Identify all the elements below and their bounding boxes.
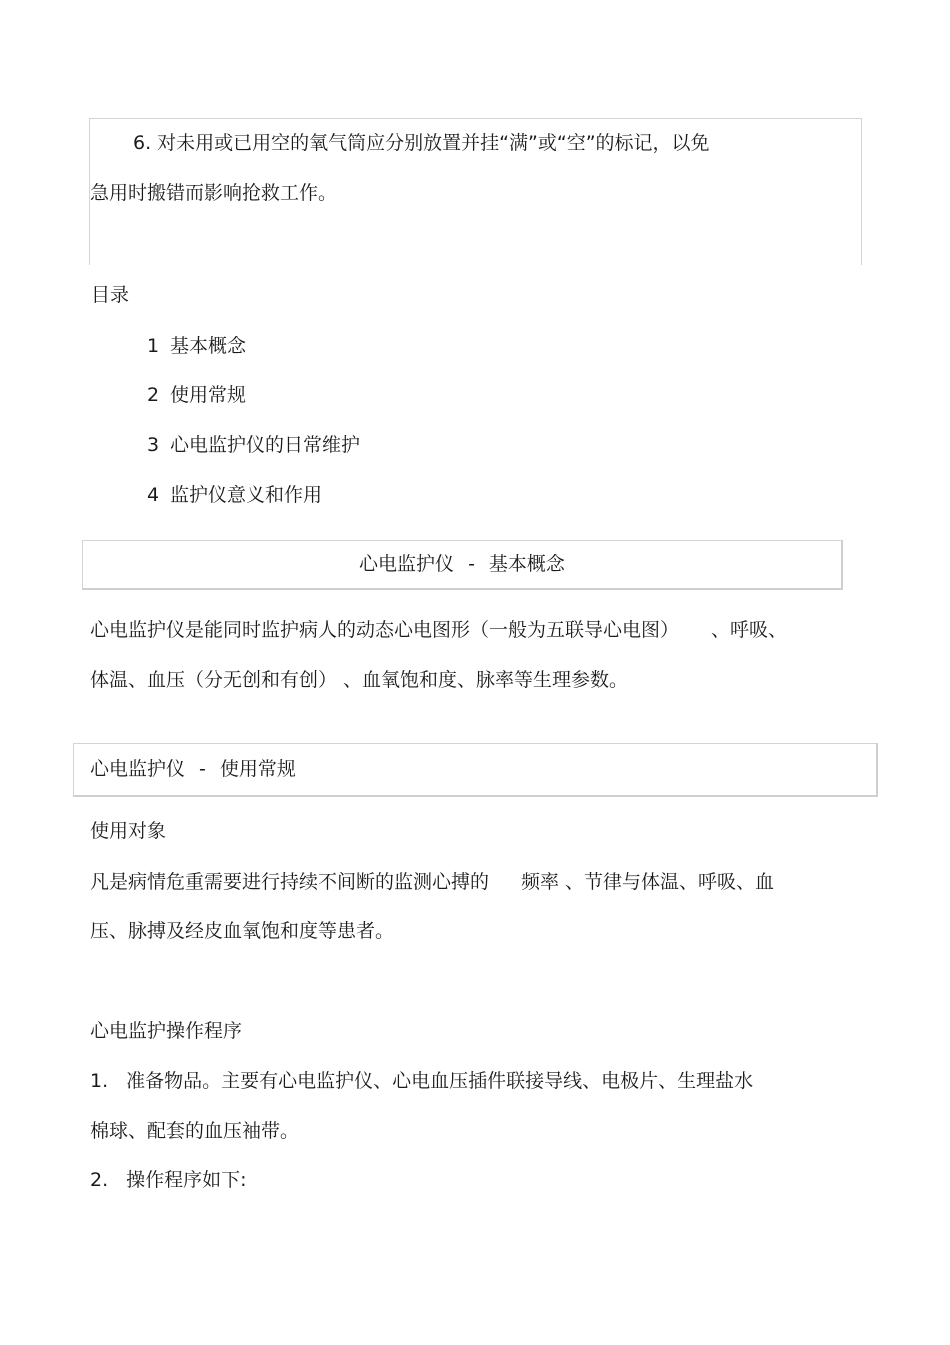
oxygen-note-line1: 6. 对未用或已用空的氧气筒应分别放置并挂“满”或“空”的标记，以免 xyxy=(133,132,710,154)
toc-item-label: 基本概念 xyxy=(170,335,247,357)
section-header-basic-concepts xyxy=(82,540,843,590)
oxygen-note-line2: 急用时搬错而影响抢救工作。 xyxy=(90,182,338,204)
target-text: 频率 、节律与体温、呼吸、血 xyxy=(521,871,775,893)
toc-title: 目录 xyxy=(91,284,130,306)
step2-line xyxy=(90,1165,247,1192)
step-number: 2. xyxy=(90,1169,109,1191)
toc-item-number: 1 xyxy=(147,335,160,357)
section-title-separator: - xyxy=(199,758,206,780)
section-title-left: 心电监护仪 xyxy=(90,758,186,780)
step-text: 准备物品。主要有心电监护仪、心电血压插件联接导线、电极片、生理盐水 xyxy=(126,1070,754,1092)
section-title-separator: - xyxy=(468,553,475,575)
toc-item-number: 2 xyxy=(147,384,160,406)
section-title-right: 基本概念 xyxy=(488,553,565,575)
toc-item-daily-maintenance[interactable] xyxy=(147,430,360,457)
definition-line2: 体温、血压（分无创和有创） 、血氧饱和度、脉率等生理参数。 xyxy=(90,669,629,691)
toc-item-label: 监护仪意义和作用 xyxy=(170,484,323,506)
section-title xyxy=(90,754,296,781)
section-header-usage-rules xyxy=(73,743,878,797)
definition-text: 、呼吸、 xyxy=(711,619,788,641)
subheading-procedure: 心电监护操作程序 xyxy=(90,1020,243,1042)
toc-item-label: 使用常规 xyxy=(170,384,247,406)
section-title-left: 心电监护仪 xyxy=(359,553,455,575)
target-text: 凡是病情危重需要进行持续不间断的监测心搏的 xyxy=(90,871,490,893)
target-line2: 压、脉搏及经皮血氧饱和度等患者。 xyxy=(90,920,395,942)
toc-item-number: 4 xyxy=(147,484,160,506)
step1-line2: 棉球、配套的血压袖带。 xyxy=(90,1120,300,1142)
toc-item-usage-rules[interactable] xyxy=(147,380,246,407)
section-title-right: 使用常规 xyxy=(219,758,296,780)
definition-line1 xyxy=(90,615,787,642)
subheading-target: 使用对象 xyxy=(90,820,167,842)
step-text: 操作程序如下: xyxy=(126,1169,247,1191)
toc-item-number: 3 xyxy=(147,434,160,456)
toc-item-label: 心电监护仪的日常维护 xyxy=(170,434,361,456)
step1-line1 xyxy=(90,1066,753,1093)
toc-item-basic-concepts[interactable] xyxy=(147,331,246,358)
section-title xyxy=(83,549,841,576)
definition-text: 心电监护仪是能同时监护病人的动态心电图形（一般为五联导心电图） xyxy=(90,619,680,641)
target-line1 xyxy=(90,867,774,894)
toc-item-significance[interactable] xyxy=(147,480,322,507)
step-number: 1. xyxy=(90,1070,109,1092)
